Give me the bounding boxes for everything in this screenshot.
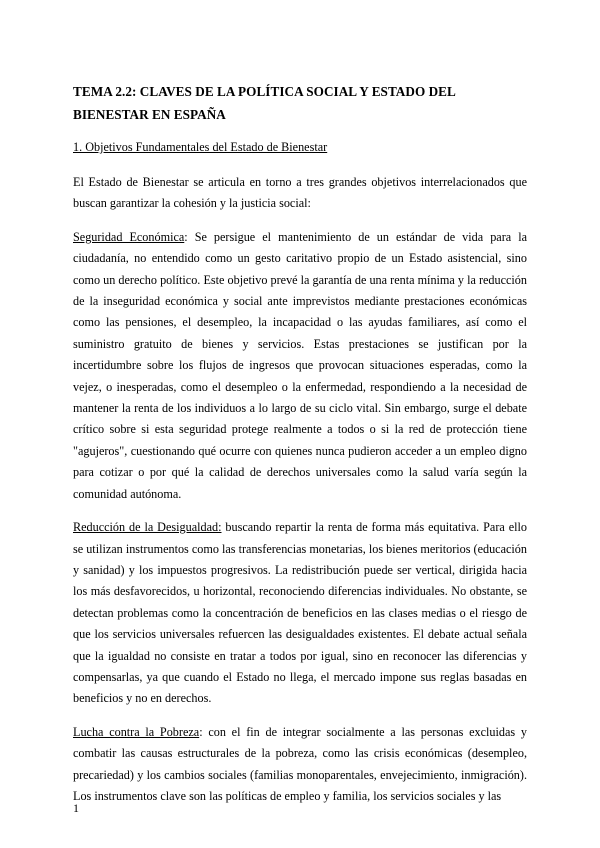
- objective-term: Lucha contra la Pobreza: [73, 724, 200, 739]
- objective-paragraph-economic-security: [73, 227, 527, 505]
- page-number: 1: [73, 801, 79, 815]
- intro-paragraph: El Estado de Bienestar se articula en torno a tres grandes objetivos interrelacionados que buscan garantizar la cohesión y la justicia social:: [73, 175, 527, 211]
- objective-text: : Se persigue el mantenimiento de un estándar de vida para la ciudadanía, no entendido como un gesto caritativo propio de un Estado asistencial, sino como un derecho político. Este objetivo prevé la garantía de una renta mínima y la reducción de la inseguridad económica y social ante imprevistos mediante prestaciones económicas como las pensiones, el desempleo, la incapacidad o las ayudas familiares, así como el suministro gratuito de bienes y servicios. Estas prestaciones se justifican por la incertidumbre sobre los flujos de ingresos que provocan situaciones esperadas, como la vejez, o inesperadas, como el desempleo o la enfermedad, respondiendo a la necesidad de mantener la renta de los individuos a lo largo de su ciclo vital. Sin embargo, surge el debate crítico sobre si esta seguridad protege realmente a todos o si la red de protección tiene "agujeros", cuestionando qué ocurre con quienes nunca pudieron acceder a un empleo digno para cotizar o por qué la calidad de derechos universales como la salud varía según la comunidad autónoma.: [73, 229, 527, 501]
- objective-text: buscando repartir la renta de forma más equitativa. Para ello se utilizan instrumentos como las transferencias monetarias, los bienes meritorios (educación y sanidad) y los impuestos progresivos. La redistribución puede ser vertical, dirigida hacia los más desfavorecidos, u horizontal, reconociendo diferencias individuales. No obstante, se detectan problemas como la concentración de beneficios en las clases medias o el riesgo de que los servicios universales refuercen las desigualdades existentes. El debate actual señala que la igualdad no consiste en tratar a todos por igual, sino en reconocer las diferencias y compensarlas, ya que cuando el Estado no llega, el mercado impone sus reglas basadas en beneficios y no en derechos.: [73, 520, 527, 706]
- objective-term: Seguridad Económica: [73, 229, 185, 244]
- objective-paragraph-inequality: [73, 517, 527, 710]
- page-content: [73, 80, 527, 819]
- objective-text: : con el fin de integrar socialmente a las personas excluidas y combatir las causas estructurales de la pobreza, como las crisis económicas (desempleo, precariedad) y los cambios sociales (familias monoparentales, envejecimiento, inmigración). Los instrumentos clave son las políticas de empleo y familia, los servicios sociales y las: [73, 724, 527, 803]
- document-title: TEMA 2.2: CLAVES DE LA POLÍTICA SOCIAL Y ESTADO DEL BIENESTAR EN ESPAÑA: [73, 84, 456, 122]
- section-heading: 1. Objetivos Fundamentales del Estado de Bienestar: [73, 140, 328, 154]
- objective-term: Reducción de la Desigualdad:: [73, 520, 222, 535]
- objective-paragraph-poverty: [73, 722, 527, 808]
